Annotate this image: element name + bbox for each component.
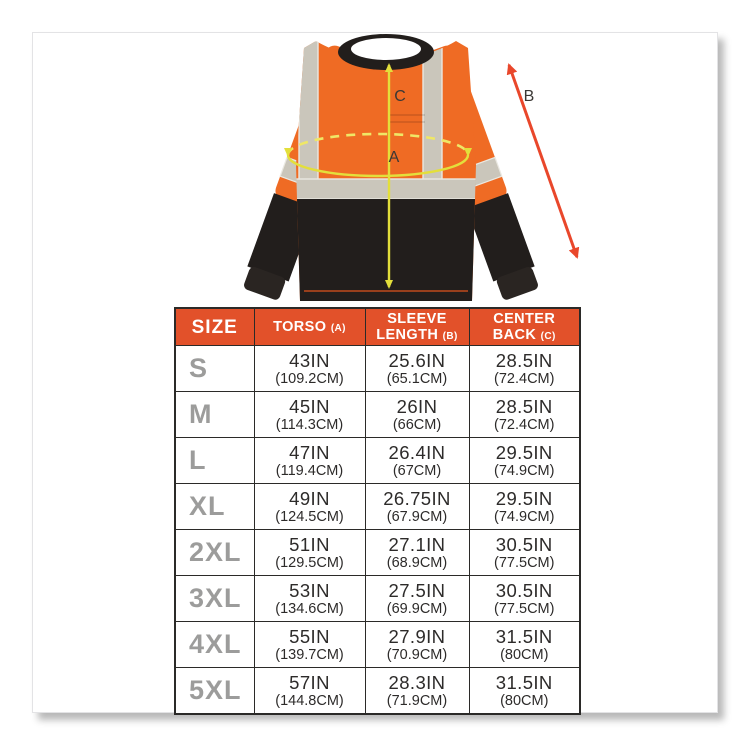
sleeve-cell: 25.6IN (65.1CM) [365,346,469,392]
table-row-xl [175,484,580,530]
label-c: C [394,88,406,105]
sleeve-cell: 26IN (66CM) [365,392,469,438]
sleeve-cell: 27.5IN (69.9CM) [365,576,469,622]
reflective-chest-band [294,179,478,199]
back-cell: 31.5IN (80CM) [469,622,580,668]
back-cell: 30.5IN (77.5CM) [469,530,580,576]
table-row-2xl [175,530,580,576]
size-table [174,307,581,715]
back-cell: 31.5IN (80CM) [469,668,580,714]
sleeve-cell: 26.75IN (67.9CM) [365,484,469,530]
size-cell: 2XL [175,530,254,576]
table-row-5xl [175,668,580,714]
table-row-4xl [175,622,580,668]
table-row-l [175,438,580,484]
size-cell: XL [175,484,254,530]
torso-cell: 53IN (134.6CM) [254,576,365,622]
reflective-stripe-left [299,41,318,181]
label-a: A [388,149,400,166]
header-center-back: CENTER BACK (C) [469,308,580,346]
torso-cell: 45IN (114.3CM) [254,392,365,438]
table-row-m [175,392,580,438]
header-row [175,308,580,346]
table-row-3xl [175,576,580,622]
sleeve-cell: 27.1IN (68.9CM) [365,530,469,576]
black-lower-body [294,199,478,301]
shirt-illustration [226,33,596,305]
torso-cell: 55IN (139.7CM) [254,622,365,668]
torso-cell: 49IN (124.5CM) [254,484,365,530]
sleeve-cell: 26.4IN (67CM) [365,438,469,484]
header-torso: TORSO (A) [254,308,365,346]
label-b: B [523,88,535,105]
collar [338,34,434,70]
table-row-s [175,346,580,392]
back-cell: 30.5IN (77.5CM) [469,576,580,622]
torso-cell: 57IN (144.8CM) [254,668,365,714]
size-cell: 4XL [175,622,254,668]
header-size: SIZE [175,308,254,346]
back-cell: 28.5IN (72.4CM) [469,392,580,438]
torso-cell: 43IN (109.2CM) [254,346,365,392]
size-cell: 5XL [175,668,254,714]
size-cell: 3XL [175,576,254,622]
size-cell: L [175,438,254,484]
torso-cell: 51IN (129.5CM) [254,530,365,576]
back-cell: 28.5IN (72.4CM) [469,346,580,392]
torso-cell: 47IN (119.4CM) [254,438,365,484]
back-cell: 29.5IN (74.9CM) [469,484,580,530]
size-cell: M [175,392,254,438]
size-cell: S [175,346,254,392]
size-chart-card [32,32,718,713]
sleeve-cell: 28.3IN (71.9CM) [365,668,469,714]
sleeve-cell: 27.9IN (70.9CM) [365,622,469,668]
header-sleeve-length: SLEEVE LENGTH (B) [365,308,469,346]
back-cell: 29.5IN (74.9CM) [469,438,580,484]
